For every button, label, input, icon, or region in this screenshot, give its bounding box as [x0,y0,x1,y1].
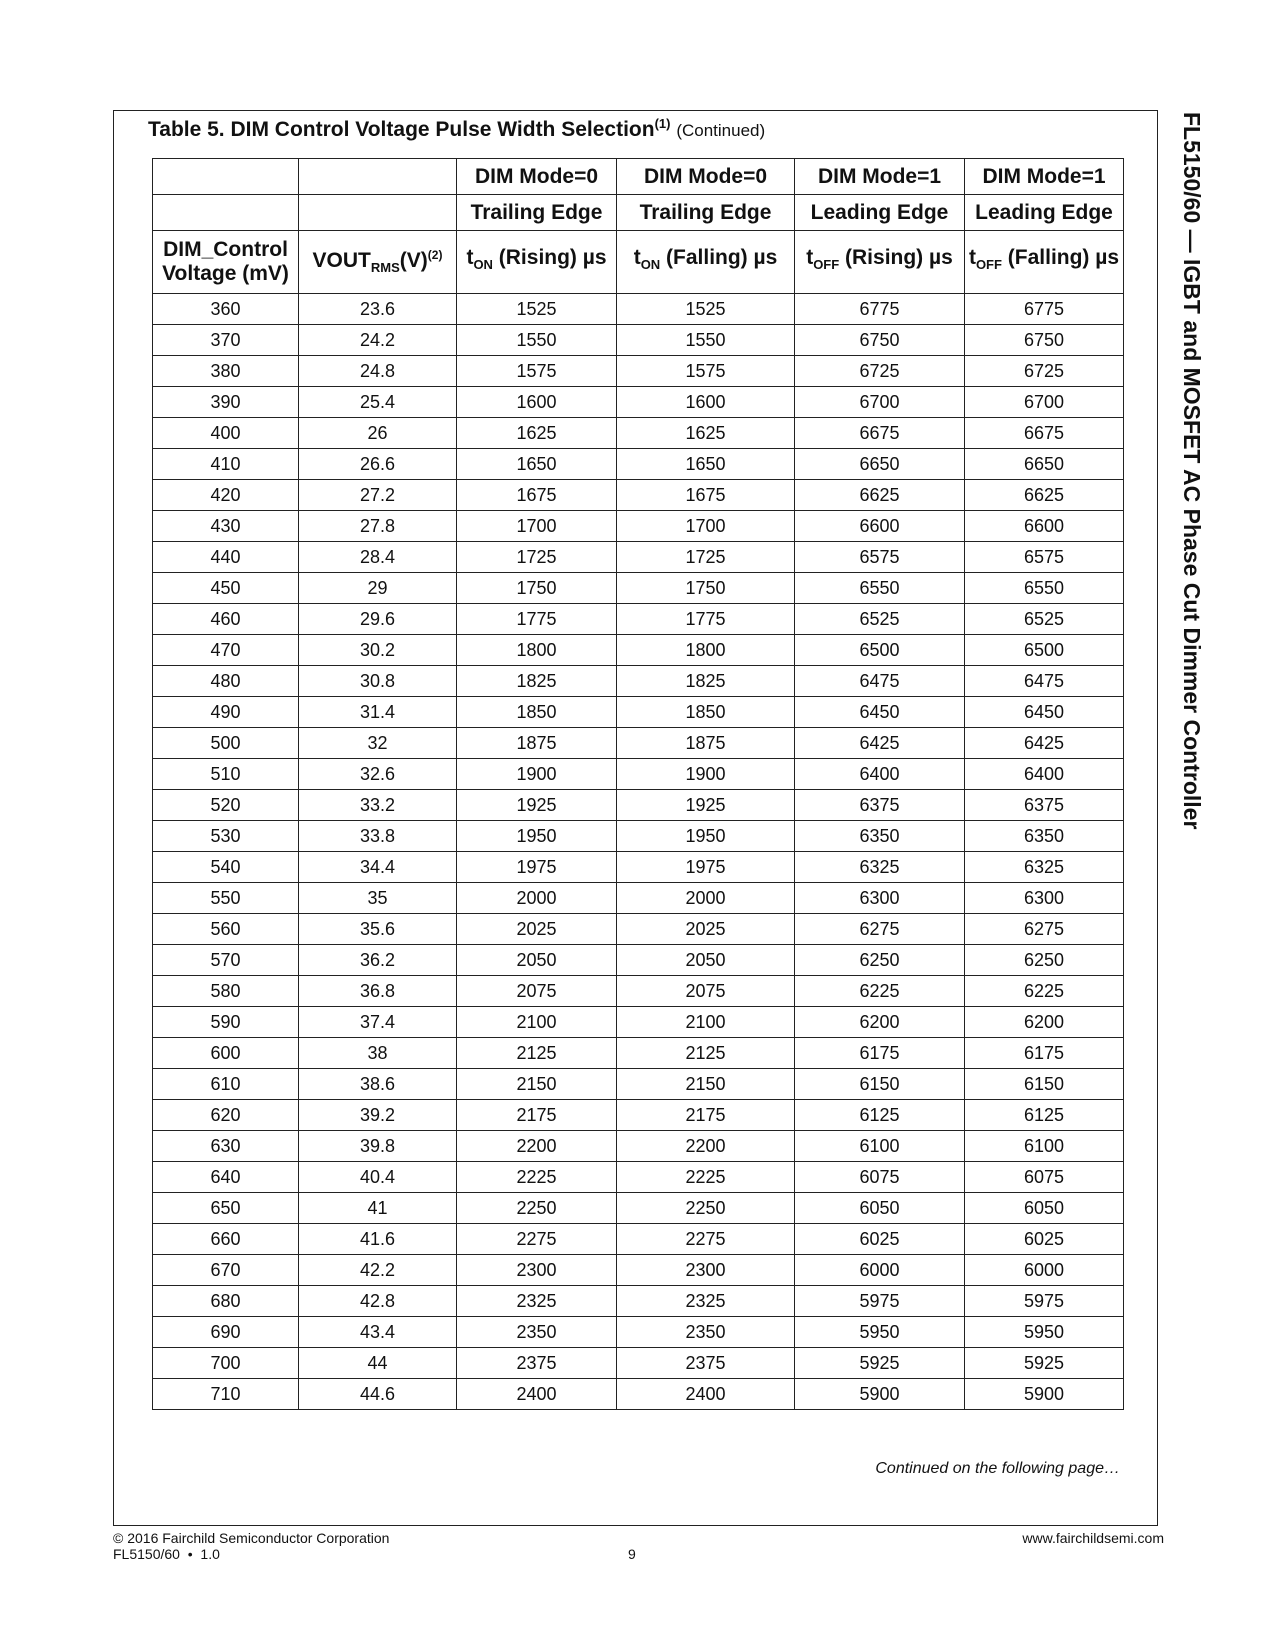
table-cell: 1975 [617,852,795,883]
table-cell: 1600 [457,387,617,418]
table-cell: 1900 [457,759,617,790]
table-cell: 700 [153,1348,299,1379]
table-cell: 1700 [617,511,795,542]
table-cell: 32.6 [299,759,457,790]
table-cell: 5925 [795,1348,965,1379]
table-cell: 5950 [795,1317,965,1348]
table-cell: 490 [153,697,299,728]
table-cell: 33.2 [299,790,457,821]
table-cell: 6700 [965,387,1124,418]
table-row [153,728,1124,759]
table-cell: 2075 [617,976,795,1007]
table-cell: 6650 [795,449,965,480]
table-cell: 6275 [795,914,965,945]
table-cell: 2400 [457,1379,617,1410]
table-cell: 600 [153,1038,299,1069]
table-cell: 2250 [617,1193,795,1224]
table-cell: 6300 [795,883,965,914]
table-cell: 1925 [617,790,795,821]
table-cell: 2175 [617,1100,795,1131]
table-cell: 2250 [457,1193,617,1224]
table-cell: 42.2 [299,1255,457,1286]
table-cell: 620 [153,1100,299,1131]
table-cell: 26.6 [299,449,457,480]
table-cell: 34.4 [299,852,457,883]
header-empty-cell [299,195,457,231]
table-cell: 6625 [965,480,1124,511]
table-cell: 1775 [457,604,617,635]
table-cell: 590 [153,1007,299,1038]
table-row [153,1038,1124,1069]
header-ton-falling: $t_{ON}$ (Falling) µs [617,231,795,294]
table-cell: 6150 [965,1069,1124,1100]
table-cell: 6475 [965,666,1124,697]
table-cell: 1525 [457,294,617,325]
table-cell: 550 [153,883,299,914]
footer-website: www.fairchildsemi.com [1022,1530,1164,1546]
table-cell: 1875 [457,728,617,759]
table-cell: 1700 [457,511,617,542]
table-cell: 1675 [457,480,617,511]
table-cell: 1725 [457,542,617,573]
table-cell: 27.2 [299,480,457,511]
table-body [153,294,1124,1410]
table-cell: 6650 [965,449,1124,480]
table-cell: 6500 [795,635,965,666]
table-cell: 6500 [965,635,1124,666]
table-cell: 6725 [795,356,965,387]
table-cell: 41 [299,1193,457,1224]
table-cell: 6150 [795,1069,965,1100]
table-cell: 1650 [457,449,617,480]
table-cell: 1525 [617,294,795,325]
table-row [153,852,1124,883]
table-row [153,325,1124,356]
table-cell: 1800 [617,635,795,666]
table-row [153,1317,1124,1348]
table-cell: 6025 [795,1224,965,1255]
table-row [153,914,1124,945]
table-row [153,418,1124,449]
table-cell: 640 [153,1162,299,1193]
table-cell: 1725 [617,542,795,573]
table-cell: 580 [153,976,299,1007]
table-cell: 6350 [795,821,965,852]
table-cell: 25.4 [299,387,457,418]
table-cell: 36.2 [299,945,457,976]
table-cell: 400 [153,418,299,449]
table-cell: 29 [299,573,457,604]
table-row [153,697,1124,728]
table-cell: 450 [153,573,299,604]
table-cell: 6450 [795,697,965,728]
table-cell: 1775 [617,604,795,635]
table-row [153,1193,1124,1224]
table-cell: 2075 [457,976,617,1007]
table-cell: 6100 [965,1131,1124,1162]
table-cell: 6000 [795,1255,965,1286]
table-cell: 660 [153,1224,299,1255]
table-cell: 6350 [965,821,1124,852]
table-cell: 1850 [617,697,795,728]
table-cell: 6125 [795,1100,965,1131]
table-cell: 6775 [795,294,965,325]
table-cell: 520 [153,790,299,821]
table-cell: 6250 [795,945,965,976]
table-cell: 30.8 [299,666,457,697]
table-cell: 36.8 [299,976,457,1007]
table-cell: 6525 [795,604,965,635]
table-cell: 44.6 [299,1379,457,1410]
table-cell: 41.6 [299,1224,457,1255]
table-title-continued: (Continued) [676,121,766,140]
table-row [153,1069,1124,1100]
header-ton-rising: $t_{ON}$ (Rising) µs [457,231,617,294]
table-cell: 410 [153,449,299,480]
table-cell: 6225 [965,976,1124,1007]
table-cell: 560 [153,914,299,945]
table-cell: 6250 [965,945,1124,976]
header-vout-rms: $VOUT_{RMS}(V)^{(2)}$ [299,231,457,294]
table-cell: 6525 [965,604,1124,635]
table-cell: 1575 [617,356,795,387]
table-cell: 1950 [617,821,795,852]
table-cell: 6400 [795,759,965,790]
table-cell: 1875 [617,728,795,759]
table-cell: 24.2 [299,325,457,356]
table-cell: 35 [299,883,457,914]
table-row [153,1162,1124,1193]
table-row [153,759,1124,790]
table-cell: 2150 [617,1069,795,1100]
table-cell: 6200 [795,1007,965,1038]
table-cell: 39.8 [299,1131,457,1162]
table-cell: 6475 [795,666,965,697]
table-cell: 6300 [965,883,1124,914]
table-cell: 630 [153,1131,299,1162]
table-cell: 5950 [965,1317,1124,1348]
footer-left [113,1530,389,1562]
table-row [153,883,1124,914]
continued-note: Continued on the following page… [875,1460,1120,1477]
table-cell: 6750 [795,325,965,356]
table-cell: 6750 [965,325,1124,356]
header-edge-cell: Leading Edge [795,195,965,231]
table-cell: 6425 [795,728,965,759]
table-cell: 6575 [795,542,965,573]
table-cell: 2025 [457,914,617,945]
table-cell: 6550 [795,573,965,604]
table-cell: 680 [153,1286,299,1317]
table-row [153,1100,1124,1131]
table-cell: 1900 [617,759,795,790]
table-cell: 1550 [617,325,795,356]
table-cell: 29.6 [299,604,457,635]
table-cell: 2125 [617,1038,795,1069]
table-cell: 43.4 [299,1317,457,1348]
table-cell: 6425 [965,728,1124,759]
table-cell: 420 [153,480,299,511]
table-cell: 6175 [795,1038,965,1069]
table-cell: 35.6 [299,914,457,945]
header-edge-cell: Trailing Edge [457,195,617,231]
table-row [153,976,1124,1007]
table-cell: 6450 [965,697,1124,728]
table-cell: 2400 [617,1379,795,1410]
table-cell: 610 [153,1069,299,1100]
table-cell: 2100 [457,1007,617,1038]
table-row [153,480,1124,511]
table-cell: 42.8 [299,1286,457,1317]
table-cell: 6025 [965,1224,1124,1255]
table-cell: 38 [299,1038,457,1069]
table-cell: 32 [299,728,457,759]
table-cell: 6075 [795,1162,965,1193]
table-title [148,116,765,142]
table-row [153,573,1124,604]
table-cell: 650 [153,1193,299,1224]
table-row [153,542,1124,573]
table-title-footnote: (1) [654,116,671,131]
side-title-text: FL5150/60 — IGBT and MOSFET AC Phase Cut Dimmer Controller [1179,112,1205,830]
table-cell: 6050 [795,1193,965,1224]
table-row [153,635,1124,666]
table-cell: 2350 [457,1317,617,1348]
table-cell: 6100 [795,1131,965,1162]
table-cell: 1550 [457,325,617,356]
table-cell: 23.6 [299,294,457,325]
table-cell: 40.4 [299,1162,457,1193]
footer-part-rev: FL5150/60 • 1.0 [113,1546,220,1562]
table-cell: 2050 [617,945,795,976]
table-cell: 6050 [965,1193,1124,1224]
table-cell: 1975 [457,852,617,883]
table-row [153,1348,1124,1379]
table-cell: 2200 [617,1131,795,1162]
table-cell: 5925 [965,1348,1124,1379]
header-toff-falling: $t_{OFF}$ (Falling) µs [965,231,1124,294]
table-cell: 2275 [457,1224,617,1255]
table-cell: 38.6 [299,1069,457,1100]
table-cell: 1825 [457,666,617,697]
table-cell: 6400 [965,759,1124,790]
table-row [153,604,1124,635]
table-cell: 6075 [965,1162,1124,1193]
table-cell: 6325 [795,852,965,883]
header-mode-cell: DIM Mode=1 [795,159,965,195]
header-mode-cell: DIM Mode=0 [457,159,617,195]
table-cell: 2275 [617,1224,795,1255]
table-cell: 1625 [617,418,795,449]
table-cell: 530 [153,821,299,852]
table-cell: 1750 [617,573,795,604]
table-cell: 2375 [457,1348,617,1379]
header-toff-rising: $t_{OFF}$ (Rising) µs [795,231,965,294]
table-row [153,356,1124,387]
header-row-mode [153,159,1124,195]
table-row [153,790,1124,821]
table-cell: 670 [153,1255,299,1286]
table-cell: 6325 [965,852,1124,883]
table-cell: 1625 [457,418,617,449]
table-cell: 6225 [795,976,965,1007]
table-cell: 24.8 [299,356,457,387]
table-cell: 6600 [965,511,1124,542]
table-cell: 1675 [617,480,795,511]
table-cell: 6125 [965,1100,1124,1131]
table-cell: 1950 [457,821,617,852]
table-cell: 31.4 [299,697,457,728]
table-cell: 2350 [617,1317,795,1348]
table-cell: 460 [153,604,299,635]
table-cell: 540 [153,852,299,883]
table-row [153,511,1124,542]
header-edge-cell: Trailing Edge [617,195,795,231]
table-cell: 6375 [965,790,1124,821]
table-cell: 1825 [617,666,795,697]
table-cell: 30.2 [299,635,457,666]
table-cell: 2125 [457,1038,617,1069]
table-row [153,1131,1124,1162]
header-dim-control: DIM_Control Voltage (mV) [153,231,299,294]
dim-control-table [152,158,1124,1410]
table-row [153,449,1124,480]
table-cell: 2025 [617,914,795,945]
table-cell: 6000 [965,1255,1124,1286]
table-cell: 1650 [617,449,795,480]
table-cell: 6200 [965,1007,1124,1038]
table-cell: 5900 [965,1379,1124,1410]
header-empty-cell [299,159,457,195]
table-cell: 1800 [457,635,617,666]
table-cell: 6375 [795,790,965,821]
table-cell: 480 [153,666,299,697]
table-cell: 1850 [457,697,617,728]
table-cell: 2225 [617,1162,795,1193]
table-cell: 6600 [795,511,965,542]
table-cell: 6775 [965,294,1124,325]
table-row [153,294,1124,325]
footer-page-number: 9 [628,1546,636,1562]
table-row [153,1286,1124,1317]
table-cell: 2100 [617,1007,795,1038]
table-cell: 380 [153,356,299,387]
table-cell: 6725 [965,356,1124,387]
table-cell: 2325 [457,1286,617,1317]
table-row [153,387,1124,418]
header-edge-cell: Leading Edge [965,195,1124,231]
header-row-columns [153,231,1124,294]
table-cell: 1600 [617,387,795,418]
table-cell: 570 [153,945,299,976]
header-empty-cell [153,159,299,195]
footer-copyright: © 2016 Fairchild Semiconductor Corporation [113,1530,390,1546]
table-cell: 6550 [965,573,1124,604]
table-cell: 26 [299,418,457,449]
table-cell: 28.4 [299,542,457,573]
table-row [153,1379,1124,1410]
table-cell: 6575 [965,542,1124,573]
table-cell: 390 [153,387,299,418]
header-mode-cell: DIM Mode=0 [617,159,795,195]
table-cell: 1575 [457,356,617,387]
header-row-edge [153,195,1124,231]
table-cell: 6625 [795,480,965,511]
table-cell: 27.8 [299,511,457,542]
table-cell: 1925 [457,790,617,821]
table-cell: 2150 [457,1069,617,1100]
table-cell: 6175 [965,1038,1124,1069]
table-cell: 2200 [457,1131,617,1162]
table-cell: 2175 [457,1100,617,1131]
side-title [1175,112,1205,902]
table-cell: 470 [153,635,299,666]
table-cell: 2050 [457,945,617,976]
table-cell: 370 [153,325,299,356]
table-cell: 360 [153,294,299,325]
table-cell: 2325 [617,1286,795,1317]
table-cell: 5975 [965,1286,1124,1317]
table-cell: 5975 [795,1286,965,1317]
header-empty-cell [153,195,299,231]
table-cell: 5900 [795,1379,965,1410]
table-cell: 33.8 [299,821,457,852]
table-cell: 690 [153,1317,299,1348]
table-cell: 440 [153,542,299,573]
table-cell: 2375 [617,1348,795,1379]
table-title-text: Table 5. DIM Control Voltage Pulse Width Selection [148,118,655,141]
table-cell: 1750 [457,573,617,604]
table-row [153,1255,1124,1286]
table-cell: 2000 [617,883,795,914]
table-cell: 37.4 [299,1007,457,1038]
table-cell: 430 [153,511,299,542]
table-cell: 44 [299,1348,457,1379]
table-row [153,945,1124,976]
table-row [153,666,1124,697]
table-row [153,821,1124,852]
table-cell: 6675 [795,418,965,449]
table-cell: 510 [153,759,299,790]
table-cell: 6275 [965,914,1124,945]
table-cell: 39.2 [299,1100,457,1131]
table-cell: 2300 [457,1255,617,1286]
table-row [153,1224,1124,1255]
table-row [153,1007,1124,1038]
table-cell: 500 [153,728,299,759]
table-cell: 6675 [965,418,1124,449]
table-cell: 2225 [457,1162,617,1193]
table-cell: 2000 [457,883,617,914]
table-cell: 6700 [795,387,965,418]
header-mode-cell: DIM Mode=1 [965,159,1124,195]
table-cell: 710 [153,1379,299,1410]
table-cell: 2300 [617,1255,795,1286]
